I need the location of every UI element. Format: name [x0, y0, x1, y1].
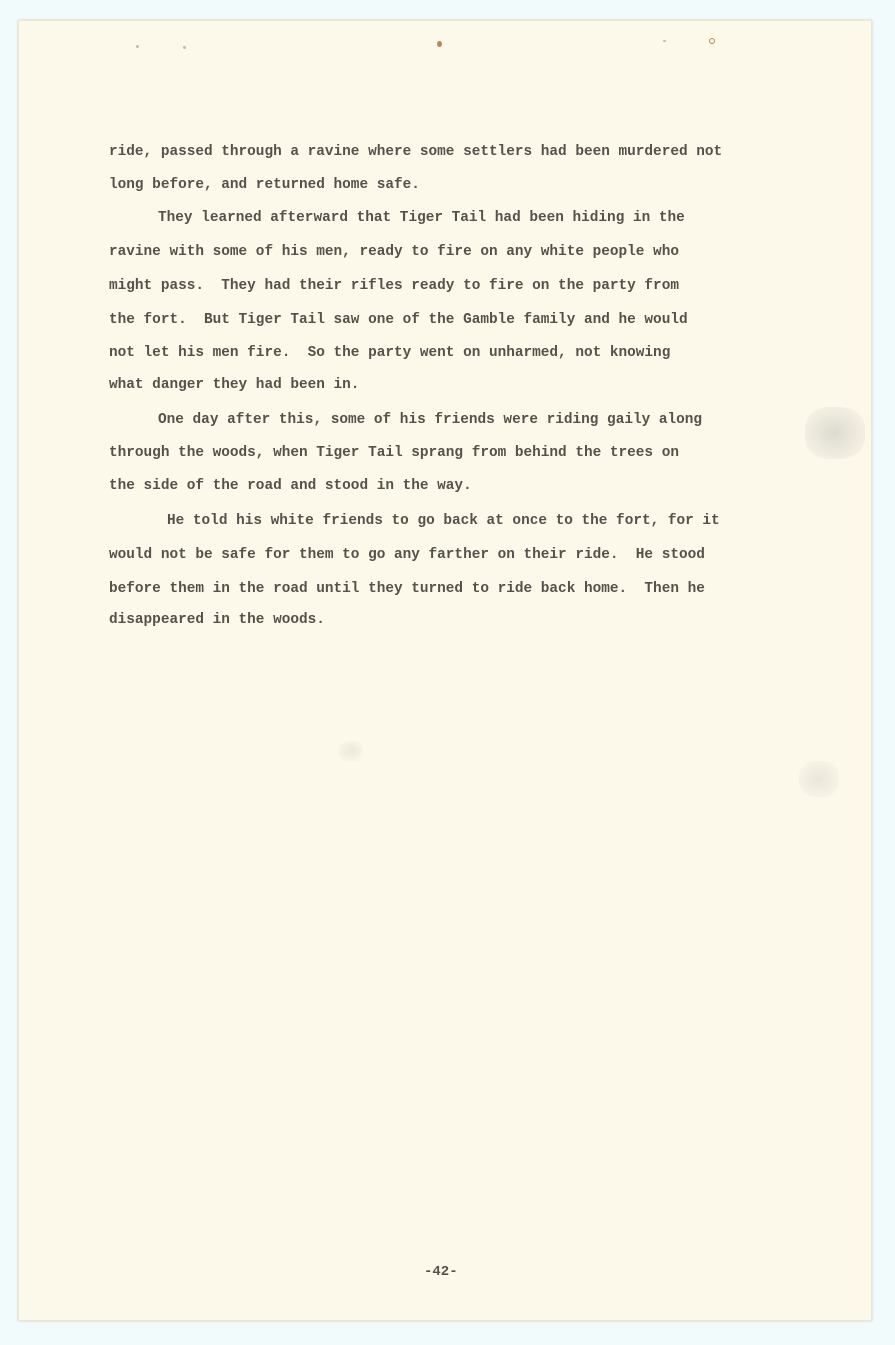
ink-speck [183, 46, 186, 49]
paper-smudge [799, 761, 839, 797]
text-line: before them in the road until they turned to ride back home. Then he [109, 581, 705, 597]
text-line: what danger they had been in. [109, 377, 360, 393]
text-line: the side of the road and stood in the way. [109, 478, 472, 494]
text-line: They learned afterward that Tiger Tail had been hiding in the [158, 210, 685, 226]
ink-speck [709, 38, 715, 44]
text-line: ride, passed through a ravine where some settlers had been murdered not [109, 144, 723, 160]
text-line: not let his men fire. So the party went on unharmed, not knowing [109, 345, 671, 361]
text-line: One day after this, some of his friends were riding gaily along [158, 412, 703, 428]
paper-smudge [805, 407, 865, 459]
paper-smudge [339, 741, 363, 761]
text-line: through the woods, when Tiger Tail sprang from behind the trees on [109, 445, 679, 461]
text-line: disappeared in the woods. [109, 612, 325, 628]
text-line: might pass. They had their rifles ready to fire on the party from [109, 278, 679, 294]
page-number: -42- [424, 1264, 458, 1280]
ink-speck [136, 45, 139, 48]
text-line: He told his white friends to go back at once to the fort, for it [167, 513, 720, 529]
text-line: the fort. But Tiger Tail saw one of the Gamble family and he would [109, 312, 688, 328]
text-line: long before, and returned home safe. [109, 177, 420, 193]
text-line: would not be safe for them to go any farther on their ride. He stood [109, 547, 705, 563]
ink-speck [437, 41, 442, 47]
text-line: ravine with some of his men, ready to fire on any white people who [109, 244, 679, 260]
ink-speck [663, 40, 666, 42]
